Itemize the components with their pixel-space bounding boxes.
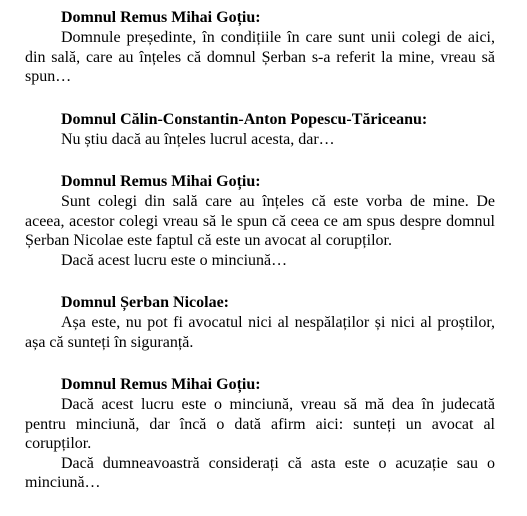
speaker-name: Domnul Remus Mihai Goțiu: (61, 173, 261, 190)
transcript-page (25, 8, 495, 516)
speaker-name: Domnul Șerban Nicolae: (61, 294, 229, 311)
speech-block (25, 293, 495, 352)
speech-paragraph: Dacă dumneavoastră considerați că asta este o acuzație sau o minciună… (25, 454, 495, 491)
speaker-name: Domnul Remus Mihai Goțiu: (61, 376, 261, 393)
speech-block (25, 172, 495, 270)
speech-paragraph: Nu știu dacă au înțeles lucrul acesta, dar… (61, 130, 335, 148)
speaker-name: Domnul Călin-Constantin-Anton Popescu-Tăriceanu: (61, 110, 428, 128)
speaker-name: Domnul Remus Mihai Goțiu: (61, 9, 261, 26)
speech-paragraph: Sunt colegi din sală care au înțeles că este vorba de mine. De aceea, acestor colegi vreau să le spun că ceea ce am spus despre domnul Șerban Nicolae este faptul că este un avocat al corupților. (25, 193, 495, 249)
speech-paragraph: Așa este, nu pot fi avocatul nici al nespălaților și nici al proștilor, așa că sunteți în siguranță. (25, 314, 495, 351)
speech-paragraph: Dacă acest lucru este o minciună, vreau să mă dea în judecată pentru minciună, dar încă o dată afirm aici: sunteți un avocat al corupților. (25, 396, 495, 452)
speech-block (25, 110, 495, 150)
speech-block (25, 8, 495, 87)
speech-paragraph: Dacă acest lucru este o minciună… (61, 251, 288, 269)
speech-block (25, 375, 495, 493)
speech-paragraph: Domnule președinte, în condițiile în care sunt unii colegi de aici, din sală, care au înțeles că domnul Șerban s-a referit la mine, vreau să spun… (25, 29, 495, 85)
